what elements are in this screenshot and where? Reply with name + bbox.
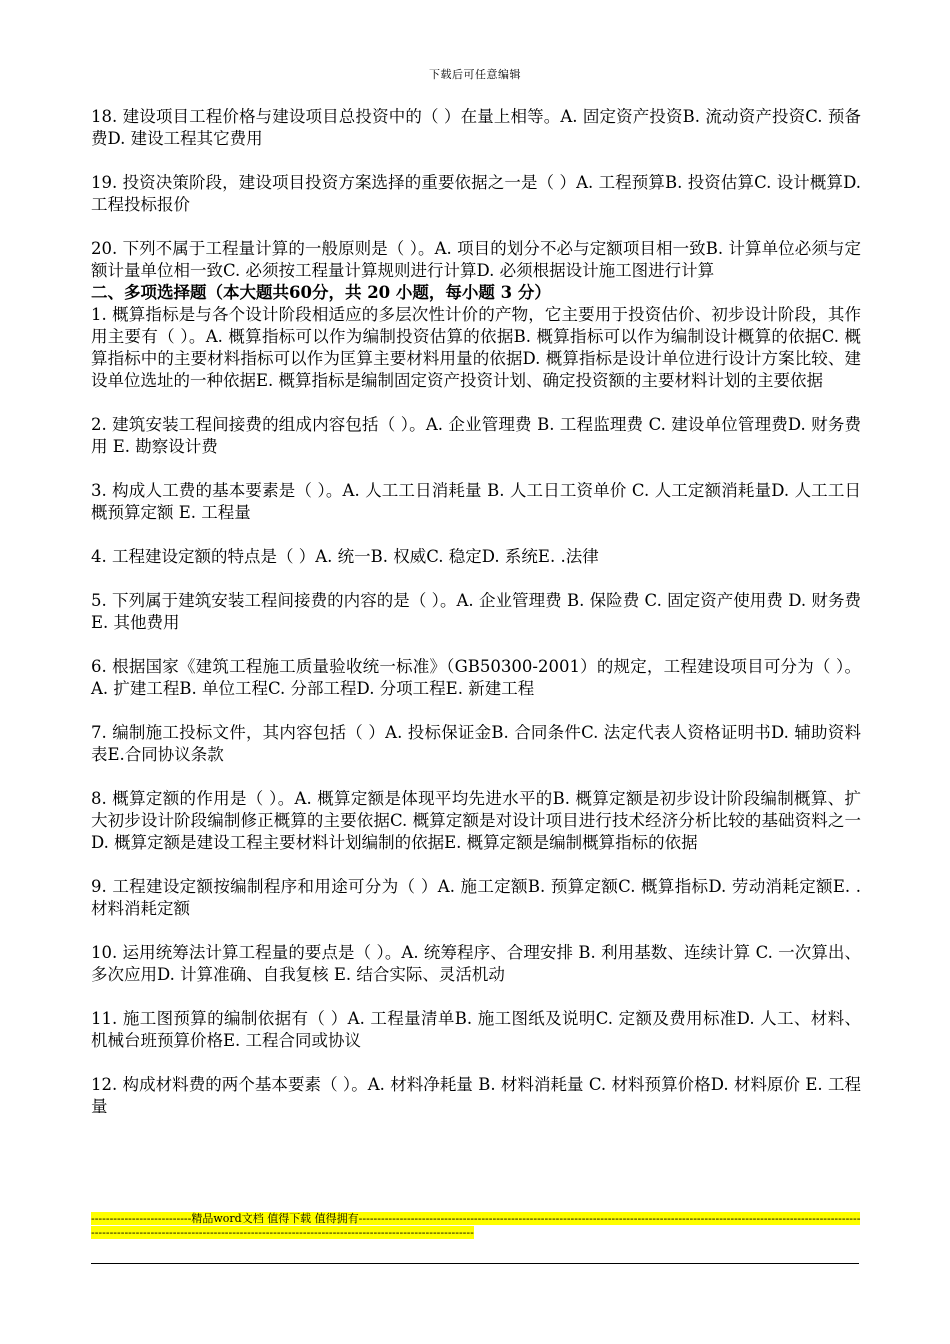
multi-question-1: 1. 概算指标是与各个设计阶段相适应的多层次性计价的产物，它主要用于投资估价、初步设计阶段，其作用主要有（ ）。A. 概算指标可以作为编制投资估算的依据B. 概算指标可以作为编制设计概算的依据C. 概算指标中的主要材料指标可以作为匡算主要材料用量的依据D. 概算指标是设计单位进行设计方案比较、建设单位选址的一种依据E. 概算指标是编制固定资产投资计划、确定投资额的主要材料计划的主要依据 [91,305,861,390]
question-18: 18. 建设项目工程价格与建设项目总投资中的（ ）在量上相等。A. 固定资产投资B. 流动资产投资C. 预备费D. 建设工程其它费用 [91,107,861,148]
footer-banner [91,1212,861,1240]
multi-question-10: 10. 运用统筹法计算工程量的要点是（ ）。A. 统筹程序、合理安排 B. 利用基数、连续计算 C. 一次算出、多次应用D. 计算准确、自我复核 E. 结合实际、灵活机动 [91,943,861,984]
footer-banner-text: ---------------------------精品word文档 值得下载 值得拥有---------------------------------------------------------------------------------------------------------------------------------------------------------------------------------------------------------------------------------------------- [91,1212,861,1239]
multi-question-6: 6. 根据国家《建筑工程施工质量验收统一标准》（GB50300-2001）的规定，工程建设项目可分为（ ）。A. 扩建工程B. 单位工程C. 分部工程D. 分项工程E. 新建工程 [91,657,861,698]
document-body [91,106,861,1140]
multi-question-9: 9. 工程建设定额按编制程序和用途可分为（ ）A. 施工定额B. 预算定额C. 概算指标D. 劳动消耗定额E. .材料消耗定额 [91,877,861,918]
multi-question-3: 3. 构成人工费的基本要素是（ ）。A. 人工工日消耗量 B. 人工日工资单价 C. 人工定额消耗量D. 人工工日概预算定额 E. 工程量 [91,481,861,522]
multi-question-2: 2. 建筑安装工程间接费的组成内容包括（ ）。A. 企业管理费 B. 工程监理费 C. 建设单位管理费D. 财务费用 E. 勘察设计费 [91,415,861,456]
section-title-multiple-choice: 二、多项选择题（本大题共60分，共 20 小题，每小题 3 分） [91,283,551,302]
multi-question-12: 12. 构成材料费的两个基本要素（ ）。A. 材料净耗量 B. 材料消耗量 C. 材料预算价格D. 材料原价 E. 工程量 [91,1075,861,1116]
page-header: 下载后可任意编辑 [429,68,521,81]
multi-question-5: 5. 下列属于建筑安装工程间接费的内容的是（ ）。A. 企业管理费 B. 保险费 C. 固定资产使用费 D. 财务费 E. 其他费用 [91,591,861,632]
multi-question-4: 4. 工程建设定额的特点是（ ）A. 统一B. 权威C. 稳定D. 系统E. .法律 [91,547,599,566]
question-19: 19. 投资决策阶段，建设项目投资方案选择的重要依据之一是（ ）A. 工程预算B. 投资估算C. 设计概算D. 工程投标报价 [91,173,861,214]
multi-question-8: 8. 概算定额的作用是（ ）。A. 概算定额是体现平均先进水平的B. 概算定额是初步设计阶段编制概算、扩大初步设计阶段编制修正概算的主要依据C. 概算定额是对设计项目进行技术经济分析比较的基础资料之一D. 概算定额是建设工程主要材料计划编制的依据E. 概算定额是编制概算指标的依据 [91,789,861,852]
footer-divider [91,1263,859,1264]
multi-question-7: 7. 编制施工投标文件，其内容包括（ ）A. 投标保证金B. 合同条件C. 法定代表人资格证明书D. 辅助资料表E.合同协议条款 [91,723,861,764]
multi-question-11: 11. 施工图预算的编制依据有（ ）A. 工程量清单B. 施工图纸及说明C. 定额及费用标准D. 人工、材料、机械台班预算价格E. 工程合同或协议 [91,1009,861,1050]
question-20: 20. 下列不属于工程量计算的一般原则是（ ）。A. 项目的划分不必与定额项目相一致B. 计算单位必须与定额计量单位相一致C. 必须按工程量计算规则进行计算D. 必须根据设计施工图进行计算 [91,239,861,280]
